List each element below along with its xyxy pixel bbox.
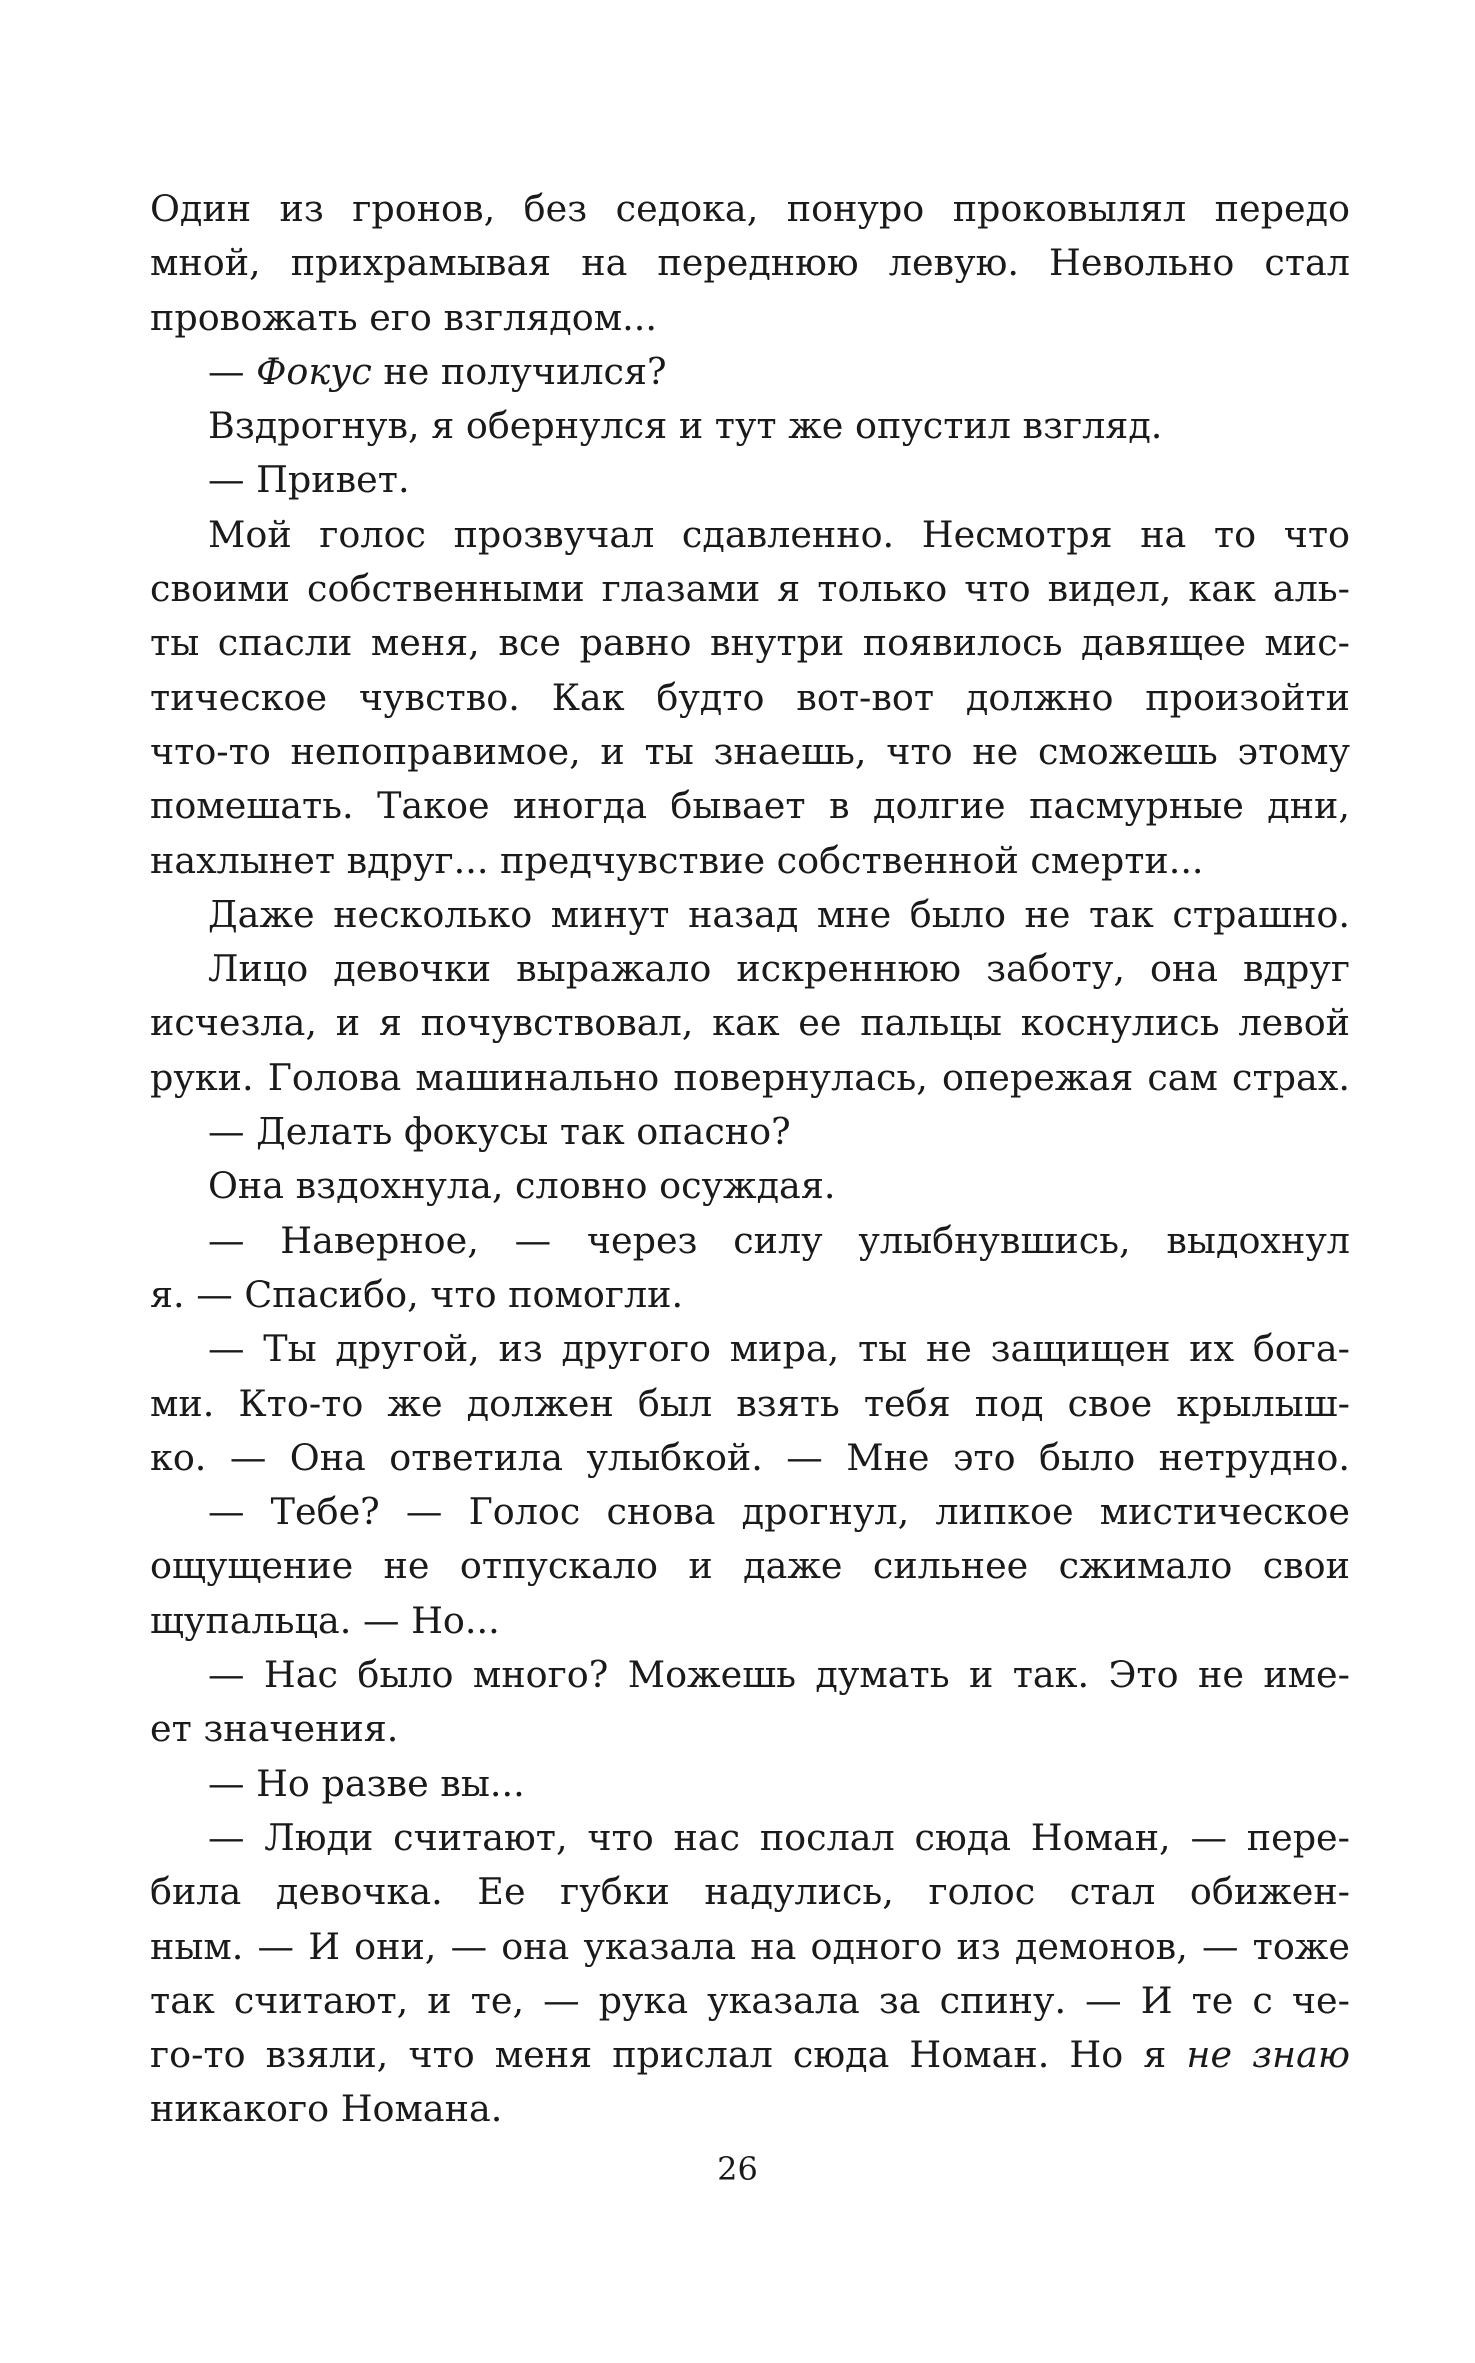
dialogue-line: била девочка. Ее губки надулись, голос стал обижен- <box>150 1870 1350 1914</box>
text-fragment: — <box>208 349 257 393</box>
text-line: Мой голос прозвучал сдавленно. Несмотря на то что <box>208 512 1350 556</box>
dialogue-line: — Привет. <box>208 458 410 502</box>
text-line: Даже несколько минут назад мне было не так страшно. <box>208 892 1350 936</box>
dialogue-line: так считают, и те, — рука указала за спину. — И те с че- <box>150 1978 1350 2022</box>
dialogue-line: ко. — Она ответила улыбкой. — Мне это было нетрудно. <box>150 1435 1350 1479</box>
text-line: что-то непоправимое, и ты знаешь, что не сможешь этому <box>150 729 1350 773</box>
dialogue-line <box>150 2028 1350 2082</box>
text-line: провожать его взглядом... <box>150 295 657 339</box>
dialogue-line <box>150 345 1350 399</box>
dialogue-line: — Ты другой, из другого мира, ты не защищен их бога- <box>208 1327 1350 1371</box>
dialogue-line: щупальца. — Но... <box>150 1598 500 1642</box>
italic-emphasis: Фокус <box>256 349 372 393</box>
dialogue-line: ет значения. <box>150 1707 399 1751</box>
italic-emphasis: не знаю <box>1186 2033 1350 2077</box>
dialogue-line: — Люди считают, что нас послал сюда Номан, — пере- <box>208 1815 1350 1859</box>
text-line: ты спасли меня, все равно внутри появилось давящее мис- <box>150 621 1350 665</box>
page-body-text <box>150 182 1350 2137</box>
dialogue-line: — Тебе? — Голос снова дрогнул, липкое мистическое <box>208 1490 1350 1534</box>
page-number: 26 <box>717 2150 758 2188</box>
text-line: Вздрогнув, я обернулся и тут же опустил взгляд. <box>208 404 1163 448</box>
text-line: Она вздохнула, словно осуждая. <box>208 1164 836 1208</box>
text-fragment: не получился? <box>371 349 667 393</box>
dialogue-line: никакого Номана. <box>150 2087 503 2131</box>
text-line: Один из гронов, без седока, понуро проковылял передо <box>150 187 1350 230</box>
text-line: Лицо девочки выражало искреннюю заботу, она вдруг <box>208 947 1350 991</box>
text-line: нахлынет вдруг... предчувствие собственной смерти... <box>150 838 1204 882</box>
dialogue-line: ным. — И они, — она указала на одного из демонов, — тоже <box>150 1924 1350 1968</box>
text-line: помешать. Такое иногда бывает в долгие пасмурные дни, <box>150 784 1350 828</box>
text-line: своими собственными глазами я только что видел, как аль- <box>150 567 1350 611</box>
dialogue-line: ми. Кто-то же должен был взять тебя под свое крылыш- <box>150 1381 1350 1425</box>
text-line: исчезла, и я почувствовал, как ее пальцы коснулись левой <box>150 1001 1350 1045</box>
dialogue-line: ощущение не отпускало и даже сильнее сжимало свои <box>150 1544 1350 1588</box>
dialogue-line: — Но разве вы... <box>208 1761 525 1805</box>
dialogue-line: — Наверное, — через силу улыбнувшись, выдохнул <box>208 1218 1350 1262</box>
text-line: тическое чувство. Как будто вот-вот должно произойти <box>150 675 1350 719</box>
text-fragment: го-то взяли, что меня прислал сюда Номан. Но я <box>150 2033 1187 2077</box>
text-line: мной, прихрамывая на переднюю левую. Невольно стал <box>150 241 1350 285</box>
dialogue-line: я. — Спасибо, что помогли. <box>150 1272 684 1316</box>
dialogue-line: — Нас было много? Можешь думать и так. Это не име- <box>208 1653 1350 1697</box>
text-line: руки. Голова машинально повернулась, опережая сам страх. <box>150 1055 1350 1099</box>
dialogue-line: — Делать фокусы так опасно? <box>208 1110 791 1154</box>
